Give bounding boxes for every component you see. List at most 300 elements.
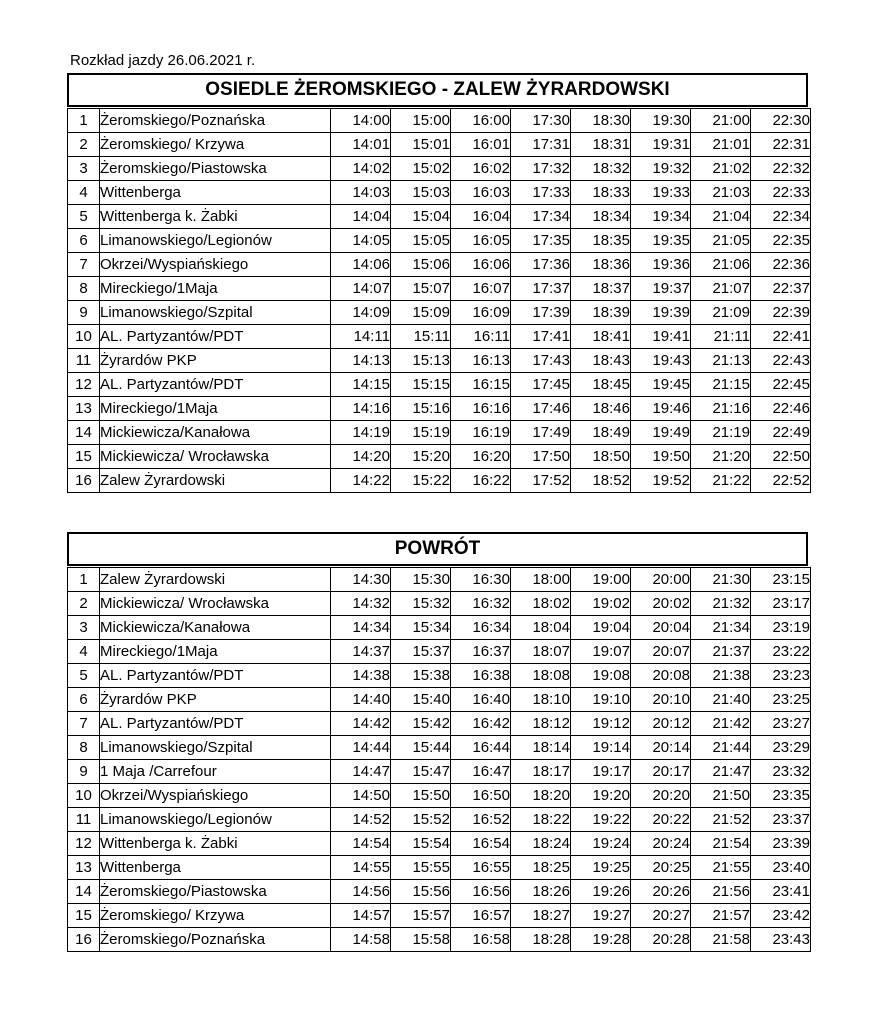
stop-number: 7 [68, 253, 100, 277]
departure-time: 19:41 [631, 325, 691, 349]
stop-name: Żeromskiego/ Krzywa [100, 904, 331, 928]
table-row [68, 904, 811, 928]
departure-time: 19:14 [571, 736, 631, 760]
departure-time: 16:47 [451, 760, 511, 784]
table-row [68, 880, 811, 904]
table-row [68, 688, 811, 712]
table-row [68, 760, 811, 784]
departure-time: 16:52 [451, 808, 511, 832]
stop-number: 9 [68, 301, 100, 325]
stop-name: Żeromskiego/Piastowska [100, 157, 331, 181]
departure-time: 16:56 [451, 880, 511, 904]
departure-time: 16:00 [451, 109, 511, 133]
departure-time: 22:33 [751, 181, 811, 205]
stop-name: Mickiewicza/Kanałowa [100, 616, 331, 640]
departure-time: 15:32 [391, 592, 451, 616]
departure-time: 21:01 [691, 133, 751, 157]
departure-time: 18:35 [571, 229, 631, 253]
table-row [68, 277, 811, 301]
departure-time: 22:52 [751, 469, 811, 493]
departure-time: 23:19 [751, 616, 811, 640]
departure-time: 23:37 [751, 808, 811, 832]
departure-time: 18:07 [511, 640, 571, 664]
table-row [68, 253, 811, 277]
return-timetable [67, 532, 808, 952]
departure-time: 14:44 [331, 736, 391, 760]
departure-time: 19:17 [571, 760, 631, 784]
stop-number: 5 [68, 205, 100, 229]
departure-time: 23:27 [751, 712, 811, 736]
departure-time: 15:50 [391, 784, 451, 808]
departure-time: 23:42 [751, 904, 811, 928]
stop-name: AL. Partyzantów/PDT [100, 325, 331, 349]
departure-time: 19:39 [631, 301, 691, 325]
departure-time: 21:56 [691, 880, 751, 904]
stop-name: Okrzei/Wyspiańskiego [100, 784, 331, 808]
departure-time: 22:41 [751, 325, 811, 349]
departure-time: 19:45 [631, 373, 691, 397]
departure-time: 16:50 [451, 784, 511, 808]
departure-time: 16:30 [451, 568, 511, 592]
table-row [68, 229, 811, 253]
departure-time: 16:22 [451, 469, 511, 493]
departure-time: 21:03 [691, 181, 751, 205]
departure-time: 14:13 [331, 349, 391, 373]
stop-name: Limanowskiego/Legionów [100, 808, 331, 832]
stop-name: Wittenberga k. Żabki [100, 832, 331, 856]
departure-time: 19:28 [571, 928, 631, 952]
table-row [68, 592, 811, 616]
departure-time: 21:05 [691, 229, 751, 253]
departure-time: 14:58 [331, 928, 391, 952]
departure-time: 17:30 [511, 109, 571, 133]
departure-time: 17:46 [511, 397, 571, 421]
departure-time: 15:22 [391, 469, 451, 493]
departure-time: 20:08 [631, 664, 691, 688]
departure-time: 18:22 [511, 808, 571, 832]
departure-time: 14:38 [331, 664, 391, 688]
departure-time: 15:05 [391, 229, 451, 253]
departure-time: 14:20 [331, 445, 391, 469]
departure-time: 18:27 [511, 904, 571, 928]
outbound-table [67, 108, 811, 493]
departure-time: 16:01 [451, 133, 511, 157]
departure-time: 21:09 [691, 301, 751, 325]
departure-time: 15:38 [391, 664, 451, 688]
departure-time: 16:13 [451, 349, 511, 373]
stop-name: Żeromskiego/Piastowska [100, 880, 331, 904]
departure-time: 18:17 [511, 760, 571, 784]
departure-time: 15:44 [391, 736, 451, 760]
stop-name: Żeromskiego/ Krzywa [100, 133, 331, 157]
departure-time: 20:00 [631, 568, 691, 592]
table-row [68, 157, 811, 181]
departure-time: 18:00 [511, 568, 571, 592]
departure-time: 17:45 [511, 373, 571, 397]
departure-time: 14:07 [331, 277, 391, 301]
departure-time: 17:32 [511, 157, 571, 181]
departure-time: 15:40 [391, 688, 451, 712]
table-row [68, 736, 811, 760]
departure-time: 18:26 [511, 880, 571, 904]
departure-time: 17:31 [511, 133, 571, 157]
departure-time: 15:54 [391, 832, 451, 856]
departure-time: 21:30 [691, 568, 751, 592]
departure-time: 18:32 [571, 157, 631, 181]
stop-number: 13 [68, 397, 100, 421]
stop-name: AL. Partyzantów/PDT [100, 712, 331, 736]
stop-number: 15 [68, 904, 100, 928]
departure-time: 23:35 [751, 784, 811, 808]
stop-name: Limanowskiego/Szpital [100, 301, 331, 325]
table-row [68, 421, 811, 445]
stop-number: 3 [68, 157, 100, 181]
departure-time: 22:34 [751, 205, 811, 229]
departure-time: 17:35 [511, 229, 571, 253]
departure-time: 18:41 [571, 325, 631, 349]
departure-time: 16:19 [451, 421, 511, 445]
departure-time: 14:37 [331, 640, 391, 664]
departure-time: 15:34 [391, 616, 451, 640]
departure-time: 23:17 [751, 592, 811, 616]
departure-time: 21:16 [691, 397, 751, 421]
departure-time: 14:09 [331, 301, 391, 325]
departure-time: 23:41 [751, 880, 811, 904]
departure-time: 21:55 [691, 856, 751, 880]
departure-time: 18:02 [511, 592, 571, 616]
departure-time: 20:27 [631, 904, 691, 928]
departure-time: 18:50 [571, 445, 631, 469]
departure-time: 16:37 [451, 640, 511, 664]
stop-name: Mickiewicza/ Wrocławska [100, 445, 331, 469]
departure-time: 18:24 [511, 832, 571, 856]
departure-time: 21:40 [691, 688, 751, 712]
departure-time: 21:13 [691, 349, 751, 373]
table-row [68, 301, 811, 325]
stop-name: Żyrardów PKP [100, 688, 331, 712]
departure-time: 17:33 [511, 181, 571, 205]
departure-time: 20:14 [631, 736, 691, 760]
departure-time: 19:26 [571, 880, 631, 904]
stop-number: 6 [68, 688, 100, 712]
departure-time: 21:19 [691, 421, 751, 445]
departure-time: 20:17 [631, 760, 691, 784]
stop-name: Zalew Żyrardowski [100, 568, 331, 592]
departure-time: 14:30 [331, 568, 391, 592]
stop-name: 1 Maja /Carrefour [100, 760, 331, 784]
departure-time: 17:50 [511, 445, 571, 469]
departure-time: 19:33 [631, 181, 691, 205]
departure-time: 17:34 [511, 205, 571, 229]
departure-time: 16:42 [451, 712, 511, 736]
departure-time: 18:43 [571, 349, 631, 373]
stop-name: Limanowskiego/Legionów [100, 229, 331, 253]
departure-time: 19:46 [631, 397, 691, 421]
departure-time: 16:40 [451, 688, 511, 712]
departure-time: 18:49 [571, 421, 631, 445]
departure-time: 19:43 [631, 349, 691, 373]
departure-time: 21:54 [691, 832, 751, 856]
departure-time: 21:00 [691, 109, 751, 133]
departure-time: 22:36 [751, 253, 811, 277]
departure-time: 14:00 [331, 109, 391, 133]
departure-time: 14:32 [331, 592, 391, 616]
departure-time: 18:30 [571, 109, 631, 133]
departure-time: 14:05 [331, 229, 391, 253]
stop-number: 2 [68, 133, 100, 157]
departure-time: 18:20 [511, 784, 571, 808]
departure-time: 15:42 [391, 712, 451, 736]
departure-time: 23:39 [751, 832, 811, 856]
departure-time: 22:46 [751, 397, 811, 421]
stop-number: 7 [68, 712, 100, 736]
departure-time: 15:55 [391, 856, 451, 880]
departure-time: 15:11 [391, 325, 451, 349]
departure-time: 20:24 [631, 832, 691, 856]
table-row [68, 325, 811, 349]
stop-number: 12 [68, 373, 100, 397]
departure-time: 15:20 [391, 445, 451, 469]
departure-time: 22:31 [751, 133, 811, 157]
table-row [68, 469, 811, 493]
departure-time: 21:32 [691, 592, 751, 616]
departure-time: 14:42 [331, 712, 391, 736]
departure-time: 19:08 [571, 664, 631, 688]
outbound-title: OSIEDLE ŻEROMSKIEGO - ZALEW ŻYRARDOWSKI [67, 73, 808, 107]
stop-name: Mickiewicza/ Wrocławska [100, 592, 331, 616]
departure-time: 21:58 [691, 928, 751, 952]
departure-time: 23:15 [751, 568, 811, 592]
stop-number: 4 [68, 640, 100, 664]
departure-time: 20:07 [631, 640, 691, 664]
departure-time: 16:57 [451, 904, 511, 928]
departure-time: 15:58 [391, 928, 451, 952]
departure-time: 14:40 [331, 688, 391, 712]
departure-time: 20:22 [631, 808, 691, 832]
table-row [68, 181, 811, 205]
departure-time: 21:20 [691, 445, 751, 469]
departure-time: 15:56 [391, 880, 451, 904]
departure-time: 14:15 [331, 373, 391, 397]
departure-time: 16:05 [451, 229, 511, 253]
departure-time: 20:25 [631, 856, 691, 880]
departure-time: 18:46 [571, 397, 631, 421]
departure-time: 20:28 [631, 928, 691, 952]
departure-time: 19:20 [571, 784, 631, 808]
return-title: POWRÓT [67, 532, 808, 566]
departure-time: 21:42 [691, 712, 751, 736]
departure-time: 17:43 [511, 349, 571, 373]
departure-time: 18:52 [571, 469, 631, 493]
departure-time: 15:52 [391, 808, 451, 832]
schedule-date-caption: Rozkład jazdy 26.06.2021 r. [70, 52, 256, 69]
stop-number: 10 [68, 784, 100, 808]
departure-time: 16:09 [451, 301, 511, 325]
departure-time: 22:45 [751, 373, 811, 397]
departure-time: 22:30 [751, 109, 811, 133]
departure-time: 21:57 [691, 904, 751, 928]
departure-time: 20:04 [631, 616, 691, 640]
stop-name: AL. Partyzantów/PDT [100, 373, 331, 397]
departure-time: 14:56 [331, 880, 391, 904]
departure-time: 18:08 [511, 664, 571, 688]
departure-time: 14:02 [331, 157, 391, 181]
stop-number: 8 [68, 736, 100, 760]
departure-time: 17:49 [511, 421, 571, 445]
stop-number: 2 [68, 592, 100, 616]
departure-time: 18:37 [571, 277, 631, 301]
stop-name: Mireckiego/1Maja [100, 640, 331, 664]
table-row [68, 784, 811, 808]
departure-time: 19:27 [571, 904, 631, 928]
table-row [68, 205, 811, 229]
departure-time: 21:47 [691, 760, 751, 784]
table-row [68, 397, 811, 421]
departure-time: 19:22 [571, 808, 631, 832]
departure-time: 20:02 [631, 592, 691, 616]
departure-time: 14:34 [331, 616, 391, 640]
departure-time: 21:02 [691, 157, 751, 181]
departure-time: 19:52 [631, 469, 691, 493]
departure-time: 16:34 [451, 616, 511, 640]
departure-time: 17:37 [511, 277, 571, 301]
departure-time: 23:29 [751, 736, 811, 760]
stop-number: 3 [68, 616, 100, 640]
departure-time: 20:20 [631, 784, 691, 808]
departure-time: 19:31 [631, 133, 691, 157]
departure-time: 19:04 [571, 616, 631, 640]
stop-number: 5 [68, 664, 100, 688]
departure-time: 16:32 [451, 592, 511, 616]
departure-time: 16:11 [451, 325, 511, 349]
departure-time: 15:13 [391, 349, 451, 373]
departure-time: 16:07 [451, 277, 511, 301]
stop-number: 4 [68, 181, 100, 205]
departure-time: 16:38 [451, 664, 511, 688]
departure-time: 18:36 [571, 253, 631, 277]
departure-time: 18:45 [571, 373, 631, 397]
stop-name: Mireckiego/1Maja [100, 397, 331, 421]
stop-number: 15 [68, 445, 100, 469]
departure-time: 18:12 [511, 712, 571, 736]
departure-time: 16:20 [451, 445, 511, 469]
departure-time: 23:25 [751, 688, 811, 712]
stop-name: Wittenberga [100, 856, 331, 880]
departure-time: 18:28 [511, 928, 571, 952]
table-row [68, 640, 811, 664]
departure-time: 23:32 [751, 760, 811, 784]
departure-time: 15:07 [391, 277, 451, 301]
stop-name: Żeromskiego/Poznańska [100, 928, 331, 952]
stop-number: 16 [68, 928, 100, 952]
stop-number: 8 [68, 277, 100, 301]
table-row [68, 832, 811, 856]
departure-time: 21:11 [691, 325, 751, 349]
departure-time: 18:25 [511, 856, 571, 880]
departure-time: 19:32 [631, 157, 691, 181]
departure-time: 17:39 [511, 301, 571, 325]
departure-time: 23:23 [751, 664, 811, 688]
stop-name: Żeromskiego/Poznańska [100, 109, 331, 133]
departure-time: 19:07 [571, 640, 631, 664]
departure-time: 17:52 [511, 469, 571, 493]
departure-time: 21:52 [691, 808, 751, 832]
stop-number: 11 [68, 808, 100, 832]
departure-time: 18:14 [511, 736, 571, 760]
departure-time: 15:19 [391, 421, 451, 445]
departure-time: 16:15 [451, 373, 511, 397]
stop-number: 11 [68, 349, 100, 373]
departure-time: 15:09 [391, 301, 451, 325]
departure-time: 14:16 [331, 397, 391, 421]
departure-time: 22:37 [751, 277, 811, 301]
departure-time: 19:34 [631, 205, 691, 229]
departure-time: 15:06 [391, 253, 451, 277]
departure-time: 16:03 [451, 181, 511, 205]
departure-time: 21:15 [691, 373, 751, 397]
departure-time: 21:06 [691, 253, 751, 277]
departure-time: 14:55 [331, 856, 391, 880]
departure-time: 22:43 [751, 349, 811, 373]
departure-time: 17:41 [511, 325, 571, 349]
table-row [68, 616, 811, 640]
departure-time: 14:11 [331, 325, 391, 349]
table-row [68, 373, 811, 397]
departure-time: 20:12 [631, 712, 691, 736]
stop-name: Wittenberga k. Żabki [100, 205, 331, 229]
departure-time: 21:07 [691, 277, 751, 301]
departure-time: 17:36 [511, 253, 571, 277]
stop-number: 9 [68, 760, 100, 784]
departure-time: 14:01 [331, 133, 391, 157]
departure-time: 22:32 [751, 157, 811, 181]
departure-time: 16:55 [451, 856, 511, 880]
departure-time: 14:47 [331, 760, 391, 784]
departure-time: 14:06 [331, 253, 391, 277]
departure-time: 16:16 [451, 397, 511, 421]
departure-time: 18:31 [571, 133, 631, 157]
departure-time: 14:22 [331, 469, 391, 493]
departure-time: 14:57 [331, 904, 391, 928]
departure-time: 19:37 [631, 277, 691, 301]
departure-time: 21:34 [691, 616, 751, 640]
table-row [68, 568, 811, 592]
departure-time: 15:16 [391, 397, 451, 421]
stop-number: 1 [68, 109, 100, 133]
departure-time: 14:50 [331, 784, 391, 808]
departure-time: 18:34 [571, 205, 631, 229]
departure-time: 15:02 [391, 157, 451, 181]
stop-number: 14 [68, 421, 100, 445]
departure-time: 21:44 [691, 736, 751, 760]
departure-time: 14:54 [331, 832, 391, 856]
stop-name: Okrzei/Wyspiańskiego [100, 253, 331, 277]
table-row [68, 109, 811, 133]
table-row [68, 664, 811, 688]
departure-time: 15:47 [391, 760, 451, 784]
departure-time: 19:00 [571, 568, 631, 592]
stop-name: Limanowskiego/Szpital [100, 736, 331, 760]
departure-time: 23:22 [751, 640, 811, 664]
stop-number: 1 [68, 568, 100, 592]
departure-time: 19:24 [571, 832, 631, 856]
stop-number: 12 [68, 832, 100, 856]
departure-time: 19:12 [571, 712, 631, 736]
departure-time: 14:03 [331, 181, 391, 205]
departure-time: 20:10 [631, 688, 691, 712]
table-row [68, 928, 811, 952]
return-table [67, 567, 811, 952]
